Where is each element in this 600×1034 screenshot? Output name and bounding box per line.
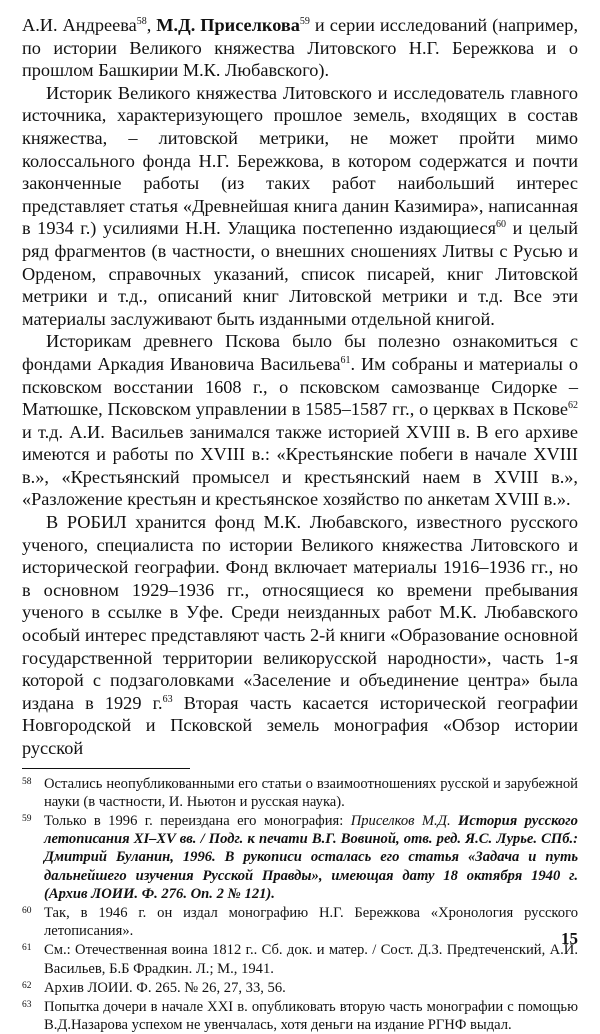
paragraph-1 [22, 14, 578, 82]
text-run: Историк Великого княжества Литовского и исследователь главного источника, характеризующего прошлое земель, входящих в состав княжества, – литовской метрики, не может пройти мимо колоссального фонда Н.Г. Бережкова, в котором содержатся и почти законченные работы (из таких работ наибольший интерес представляет статья «Древнейшая книга данин Казимира», написанная в 1934 г.) усилиями Н.Н. Улащика постепенно издающиеся [22, 82, 578, 239]
footnote-text: Попытка дочери в начале XXI в. опубликовать вторую часть монографии с помощью В.Д.Назарова успехом не увенчалась, хотя деньги на издание РГНФ выдал. [44, 999, 578, 1034]
book-page [22, 14, 579, 1034]
text-run: Историкам древнего Пскова было бы полезно ознакомиться с фондами Аркадия Ивановича Васильева [22, 331, 578, 374]
footnotes [22, 775, 578, 1034]
footnote-62 [22, 979, 578, 997]
paragraph-4 [22, 511, 578, 760]
text-run: Вторая часть касается исторической географии Новгородской и Псковской земель монография «Обзор истории русской [22, 692, 578, 758]
footnote-number: 60 [22, 906, 32, 917]
page-number: 15 [561, 929, 578, 948]
bold-name: М.Д. Приселкова [156, 15, 300, 35]
footnote-citation: История русского летописания XI–XV вв. / Подг. к печати В.Г. Вовиной, отв. ред. Я.С. Лурье. СПб.: Дмитрий Буланин, 1996. В рукописи осталась его статья «Задача и путь дальнейшего изучения Русской Правды», имеющая дату 18 октября 1940 г. (Архив ЛОИИ. Ф. 276. Оп. 2 № 121). [44, 813, 578, 902]
footnote-ref-59: 59 [299, 16, 310, 27]
footnote-divider [22, 768, 190, 769]
text-run: и т.д. А.И. Васильев занимался также историей XVIII в. В его архиве имеются и работы по XVIII в.: «Крестьянские побеги в начале XVIII в.», «Крестьянский промысел и крестьянский наем в XVIII в.», «Разложение крестьян и крестьянское хозяйство по анкетам XVIII в.». [22, 421, 578, 510]
main-text [22, 14, 578, 760]
text-run: В РОБИЛ хранится фонд М.К. Любавского, известного русского ученого, специалиста по истории Великого княжества Литовского и исторической географии. Фонд включает материалы 1916–1936 гг., но в основном 1929–1936 гг., относящиеся ко времени пребывания ученого в ссылке в Уфе. Среди неизданных работ М.К. Любавского особый интерес представляют часть 2-й книги «Образование основной государственной территории великорусской народности», часть 1-я которой с подзаголовками «Заселение и объединение центра» была издана в 1929 г. [22, 512, 578, 713]
footnote-ref-63: 63 [162, 693, 173, 705]
text-run: и целый ряд фрагментов (в частности, о внешних сношениях Литвы с Русью и Орденом, справочных указаний, список писарей, книг Литовской метрики и т.д., описаний книг Литовской метрики и т.д. Все эти материалы заслуживают быть изданными отдельной книгой. [22, 218, 578, 329]
footnote-author: Приселков М.Д. [350, 813, 459, 829]
footnote-number: 59 [22, 814, 32, 824]
footnote-number: 62 [22, 980, 32, 991]
paragraph-3 [22, 330, 578, 511]
footnote-text: Остались неопубликованными его статьи о взаимоотношениях русской и зарубежной науки (в частности, И. Ньютон и русская наука). [44, 775, 578, 810]
footnote-number: 63 [22, 1000, 32, 1011]
footnote-60 [22, 904, 578, 940]
footnote-ref-61: 61 [340, 354, 351, 366]
footnote-58 [22, 775, 578, 811]
footnote-number: 58 [22, 776, 32, 787]
footnote-ref-58: 58 [136, 16, 147, 27]
footnote-text: Только в 1996 г. переиздана его монография: [44, 813, 351, 829]
text-run: , [146, 15, 157, 35]
footnote-63 [22, 998, 578, 1034]
footnote-59 [22, 812, 578, 903]
footnote-61 [22, 941, 578, 977]
footnote-number: 61 [22, 943, 32, 954]
paragraph-2 [22, 82, 578, 331]
footnote-text: Архив ЛОИИ. Ф. 265. № 26, 27, 33, 56. [44, 979, 286, 996]
footnote-ref-60: 60 [496, 219, 507, 231]
text-run: А.И. Андреева [22, 15, 137, 35]
footnote-ref-62: 62 [568, 400, 578, 412]
text-run: и серии исследований (например, по истории Великого княжества Литовского Н.Г. Бережкова и о прошлом Башкирии М.К. Любавского). [22, 15, 579, 81]
footnote-text: См.: Отечественная воина 1812 г.. Сб. док. и матер. / Сост. Д.З. Предтеченский, А.И. Васильев, Б.Б Фрадкин. Л.; М., 1941. [44, 942, 578, 977]
footnote-text: Так, в 1946 г. он издал монографию Н.Г. Бережкова «Хронология русского летописания». [44, 905, 578, 940]
text-run: . Им собраны и материалы о псковском восстании 1608 г., о псковском самозванце Сидорке – Матюшке, Псковском управлении в 1585–1587 гг., о церквах в Пскове [22, 353, 578, 420]
